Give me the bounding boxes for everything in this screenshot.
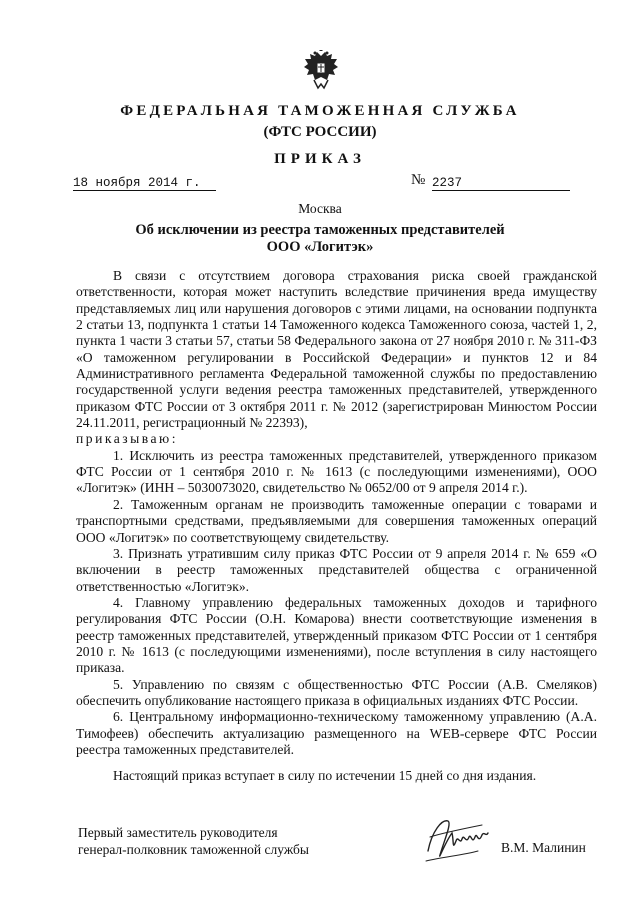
item-1: 1. Исключить из реестра таможенных представителей, утвержденного приказом ФТС России от 1 сентября 2010 г. № 1613 (с последующими изменениями), ООО «Логитэк» (ИНН – 5030073020, свидетельство № 0652/00 от 9 апреля 2014 г.). bbox=[76, 447, 597, 496]
city: Москва bbox=[298, 201, 342, 216]
document-type: ПРИКАЗ bbox=[274, 151, 366, 167]
item-2: 2. Таможенным органам не производить таможенные операции с товарами и транспортными средствами, предъявляемыми для совершения таможенных операций ООО «Логитэк» по соответствующему свидетельству. bbox=[76, 496, 597, 545]
order-word-text: приказываю: bbox=[76, 431, 178, 447]
number-underline bbox=[432, 190, 570, 191]
signer-position bbox=[78, 824, 309, 858]
signer-position-line-2: генерал-полковник таможенной службы bbox=[78, 842, 309, 857]
intro-paragraph: В связи с отсутствием договора страхования риска своей гражданской ответственности, которая может наступить вследствие причинения вреда имуществу представляемых лиц или нарушения договоров с этими лицами, на основании подпункта 2 статьи 13, подпункта 1 статьи 14 Таможенного кодекса Таможенного союза, частей 1, 2, пункта 1 части 3 статьи 57, статьи 58 Федерального закона от 27 ноября 2010 г. № 311-ФЗ «О таможенном регулировании в Российской Федерации» и пунктов 12 и 84 Административного регламента Федеральной таможенной службы по предоставлению государственной услуги ведения реестра таможенных представителей, утвержденного приказом ФТС России от 3 октября 2011 г. № 2012 (зарегистрирован Минюстом России 24.11.2011, регистрационный № 22393), bbox=[76, 268, 597, 431]
signer-position-line-1: Первый заместитель руководителя bbox=[78, 825, 278, 840]
item-6: 6. Центральному информационно-техническому таможенному управлению (А.А. Тимофеев) обеспечить актуализацию размещенного на WEB-сервере ФТС России реестра таможенных представителей. bbox=[76, 709, 597, 757]
document-body bbox=[76, 268, 597, 785]
signer-name: В.М. Малинин bbox=[501, 840, 586, 855]
document-number: 2237 bbox=[432, 176, 463, 190]
document-date: 18 ноября 2014 г. bbox=[73, 176, 201, 190]
date-underline bbox=[73, 190, 216, 191]
title-line-1: Об исключении из реестра таможенных представителей bbox=[135, 222, 505, 238]
title-line-2: ООО «Логитэк» bbox=[266, 239, 374, 255]
org-short-name: (ФТС РОССИИ) bbox=[263, 124, 377, 140]
order-word bbox=[76, 431, 597, 447]
russian-coat-of-arms-icon bbox=[302, 50, 340, 94]
number-sign: № bbox=[411, 172, 426, 188]
item-3: 3. Признать утратившим силу приказ ФТС России от 9 апреля 2014 г. № 659 «О включении в реестр таможенных представителей общества с ограниченной ответственностью «Логитэк». bbox=[76, 545, 597, 594]
document-title bbox=[0, 222, 640, 256]
item-4: 4. Главному управлению федеральных таможенных доходов и тарифного регулирования ФТС России (О.Н. Комарова) внести соответствующие изменения в реестр таможенных представителей, утвержденный приказом ФТС России от 1 сентября 2010 г. № 1613 (с последующими изменениями), после вступления в силу настоящего приказа. bbox=[76, 594, 597, 676]
effect-paragraph: Настоящий приказ вступает в силу по истечении 15 дней со дня издания. bbox=[113, 768, 537, 784]
item-5: 5. Управлению по связям с общественностью ФТС России (А.В. Смеляков) обеспечить опубликование настоящего приказа в официальных изданиях ФТС России. bbox=[76, 676, 597, 708]
org-name: ФЕДЕРАЛЬНАЯ ТАМОЖЕННАЯ СЛУЖБА bbox=[120, 103, 520, 119]
handwritten-signature-icon bbox=[422, 811, 492, 867]
